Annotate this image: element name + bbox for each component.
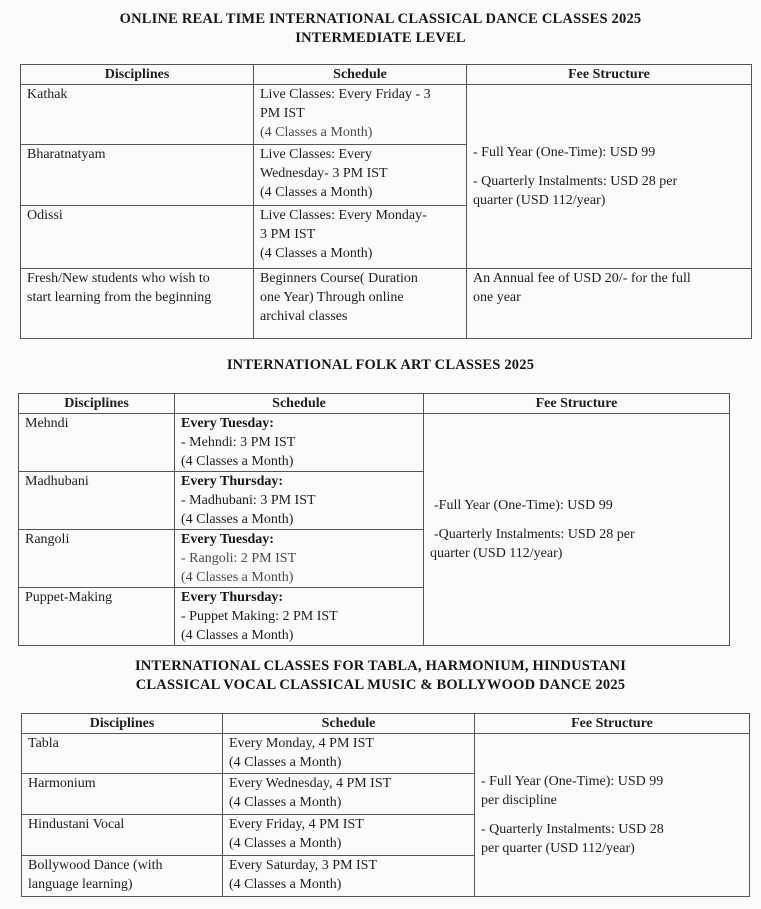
fee-quarterly-note: quarter (USD 112/year) — [430, 546, 563, 561]
header-disciplines: Disciplines — [22, 714, 223, 734]
schedule-cell — [223, 734, 475, 774]
section1-title-line2: INTERMEDIATE LEVEL — [295, 30, 466, 46]
schedule-frequency: (4 Classes a Month) — [260, 185, 373, 200]
schedule-frequency: (4 Classes a Month) — [181, 628, 294, 643]
table-header-row — [22, 714, 750, 734]
schedule-frequency: (4 Classes a Month) — [181, 454, 294, 469]
discipline-cell — [22, 856, 223, 897]
discipline-line: Fresh/New students who wish to — [27, 271, 210, 286]
schedule-frequency: (4 Classes a Month) — [229, 795, 342, 810]
fee-structure-cell — [424, 414, 730, 646]
classical-dance-table — [20, 64, 752, 339]
header-fee-structure: Fee Structure — [467, 65, 752, 85]
schedule-cell — [223, 815, 475, 856]
table-header-row — [19, 394, 730, 414]
schedule-cell — [254, 206, 467, 269]
discipline-cell: Hindustani Vocal — [22, 815, 223, 856]
schedule-line: Live Classes: Every — [260, 147, 372, 162]
table-row — [21, 269, 752, 339]
schedule-line: Every Friday, 4 PM IST — [229, 817, 364, 832]
section3-title-line1: INTERNATIONAL CLASSES FOR TABLA, HARMONIUM, HINDUSTANI — [134, 658, 627, 674]
schedule-line: Live Classes: Every Friday - 3 — [260, 87, 431, 102]
header-fee-structure: Fee Structure — [424, 394, 730, 414]
fee-full-year-note: per discipline — [481, 793, 557, 808]
header-schedule: Schedule — [254, 65, 467, 85]
discipline-cell: Kathak — [21, 85, 254, 145]
table-row — [21, 85, 752, 145]
schedule-day: Every Tuesday: — [181, 416, 274, 431]
fee-quarterly: - Quarterly Instalments: USD 28 per — [473, 174, 678, 189]
fee-full-year: - Full Year (One-Time): USD 99 — [481, 774, 664, 789]
discipline-cell: Odissi — [21, 206, 254, 269]
schedule-frequency: (4 Classes a Month) — [229, 755, 342, 770]
header-disciplines: Disciplines — [21, 65, 254, 85]
schedule-day: Every Thursday: — [181, 474, 284, 489]
table-row — [19, 414, 730, 472]
section3-title — [0, 657, 761, 695]
discipline-cell: Mehndi — [19, 414, 175, 472]
folk-art-table — [18, 393, 730, 646]
schedule-time: - Madhubani: 3 PM IST — [181, 493, 316, 508]
fee-structure-cell — [467, 269, 752, 339]
table-row — [22, 734, 750, 774]
section1-title — [0, 10, 761, 48]
discipline-cell: Puppet-Making — [19, 588, 175, 646]
fee-structure-cell — [467, 85, 752, 269]
schedule-cell — [175, 414, 424, 472]
schedule-day: Every Tuesday: — [181, 532, 274, 547]
discipline-cell: Harmonium — [22, 774, 223, 815]
section1-title-line1: ONLINE REAL TIME INTERNATIONAL CLASSICAL DANCE CLASSES 2025 — [119, 11, 642, 27]
fee-full-year: - Full Year (One-Time): USD 99 — [473, 145, 656, 160]
schedule-cell — [175, 588, 424, 646]
fee-quarterly: - Quarterly Instalments: USD 28 — [481, 822, 664, 837]
fee-quarterly-note: quarter (USD 112/year) — [473, 193, 606, 208]
schedule-cell — [254, 269, 467, 339]
schedule-line: 3 PM IST — [260, 227, 316, 242]
header-fee-structure: Fee Structure — [475, 714, 750, 734]
schedule-day: Every Thursday: — [181, 590, 284, 605]
header-disciplines: Disciplines — [19, 394, 175, 414]
discipline-cell: Madhubani — [19, 472, 175, 530]
schedule-time: - Rangoli: 2 PM IST — [181, 551, 297, 566]
fee-structure-cell — [475, 734, 750, 897]
schedule-frequency: (4 Classes a Month) — [260, 125, 373, 140]
schedule-line: Beginners Course( Duration — [260, 271, 418, 286]
fee-full-year: -Full Year (One-Time): USD 99 — [434, 498, 613, 513]
schedule-line: Every Wednesday, 4 PM IST — [229, 776, 392, 791]
discipline-line: Bollywood Dance (with — [28, 858, 163, 873]
schedule-frequency: (4 Classes a Month) — [260, 246, 373, 261]
discipline-cell: Rangoli — [19, 530, 175, 588]
discipline-line: start learning from the beginning — [27, 290, 212, 305]
schedule-cell — [175, 472, 424, 530]
schedule-frequency: (4 Classes a Month) — [229, 877, 342, 892]
schedule-time: - Mehndi: 3 PM IST — [181, 435, 296, 450]
section3-title-line2: CLASSICAL VOCAL CLASSICAL MUSIC & BOLLYWOOD DANCE 2025 — [135, 677, 626, 693]
music-dance-table — [21, 713, 750, 897]
schedule-line: one Year) Through online — [260, 290, 404, 305]
discipline-line: language learning) — [28, 877, 133, 892]
discipline-cell: Tabla — [22, 734, 223, 774]
schedule-time: - Puppet Making: 2 PM IST — [181, 609, 338, 624]
schedule-line: archival classes — [260, 309, 348, 324]
schedule-cell — [254, 145, 467, 206]
fee-quarterly: -Quarterly Instalments: USD 28 per — [434, 527, 635, 542]
fee-line: one year — [473, 290, 521, 305]
schedule-cell — [254, 85, 467, 145]
schedule-cell — [223, 856, 475, 897]
schedule-frequency: (4 Classes a Month) — [229, 836, 342, 851]
discipline-cell: Bharatnatyam — [21, 145, 254, 206]
table-header-row — [21, 65, 752, 85]
section2-title: INTERNATIONAL FOLK ART CLASSES 2025 — [226, 357, 535, 373]
schedule-cell — [223, 774, 475, 815]
fee-quarterly-note: per quarter (USD 112/year) — [481, 841, 635, 856]
schedule-line: Every Monday, 4 PM IST — [229, 736, 374, 751]
fee-line: An Annual fee of USD 20/- for the full — [473, 271, 691, 286]
schedule-frequency: (4 Classes a Month) — [181, 570, 294, 585]
header-schedule: Schedule — [223, 714, 475, 734]
discipline-cell — [21, 269, 254, 339]
schedule-line: Live Classes: Every Monday- — [260, 208, 427, 223]
schedule-frequency: (4 Classes a Month) — [181, 512, 294, 527]
schedule-line: Wednesday- 3 PM IST — [260, 166, 388, 181]
header-schedule: Schedule — [175, 394, 424, 414]
schedule-cell — [175, 530, 424, 588]
schedule-line: PM IST — [260, 106, 305, 121]
schedule-line: Every Saturday, 3 PM IST — [229, 858, 378, 873]
